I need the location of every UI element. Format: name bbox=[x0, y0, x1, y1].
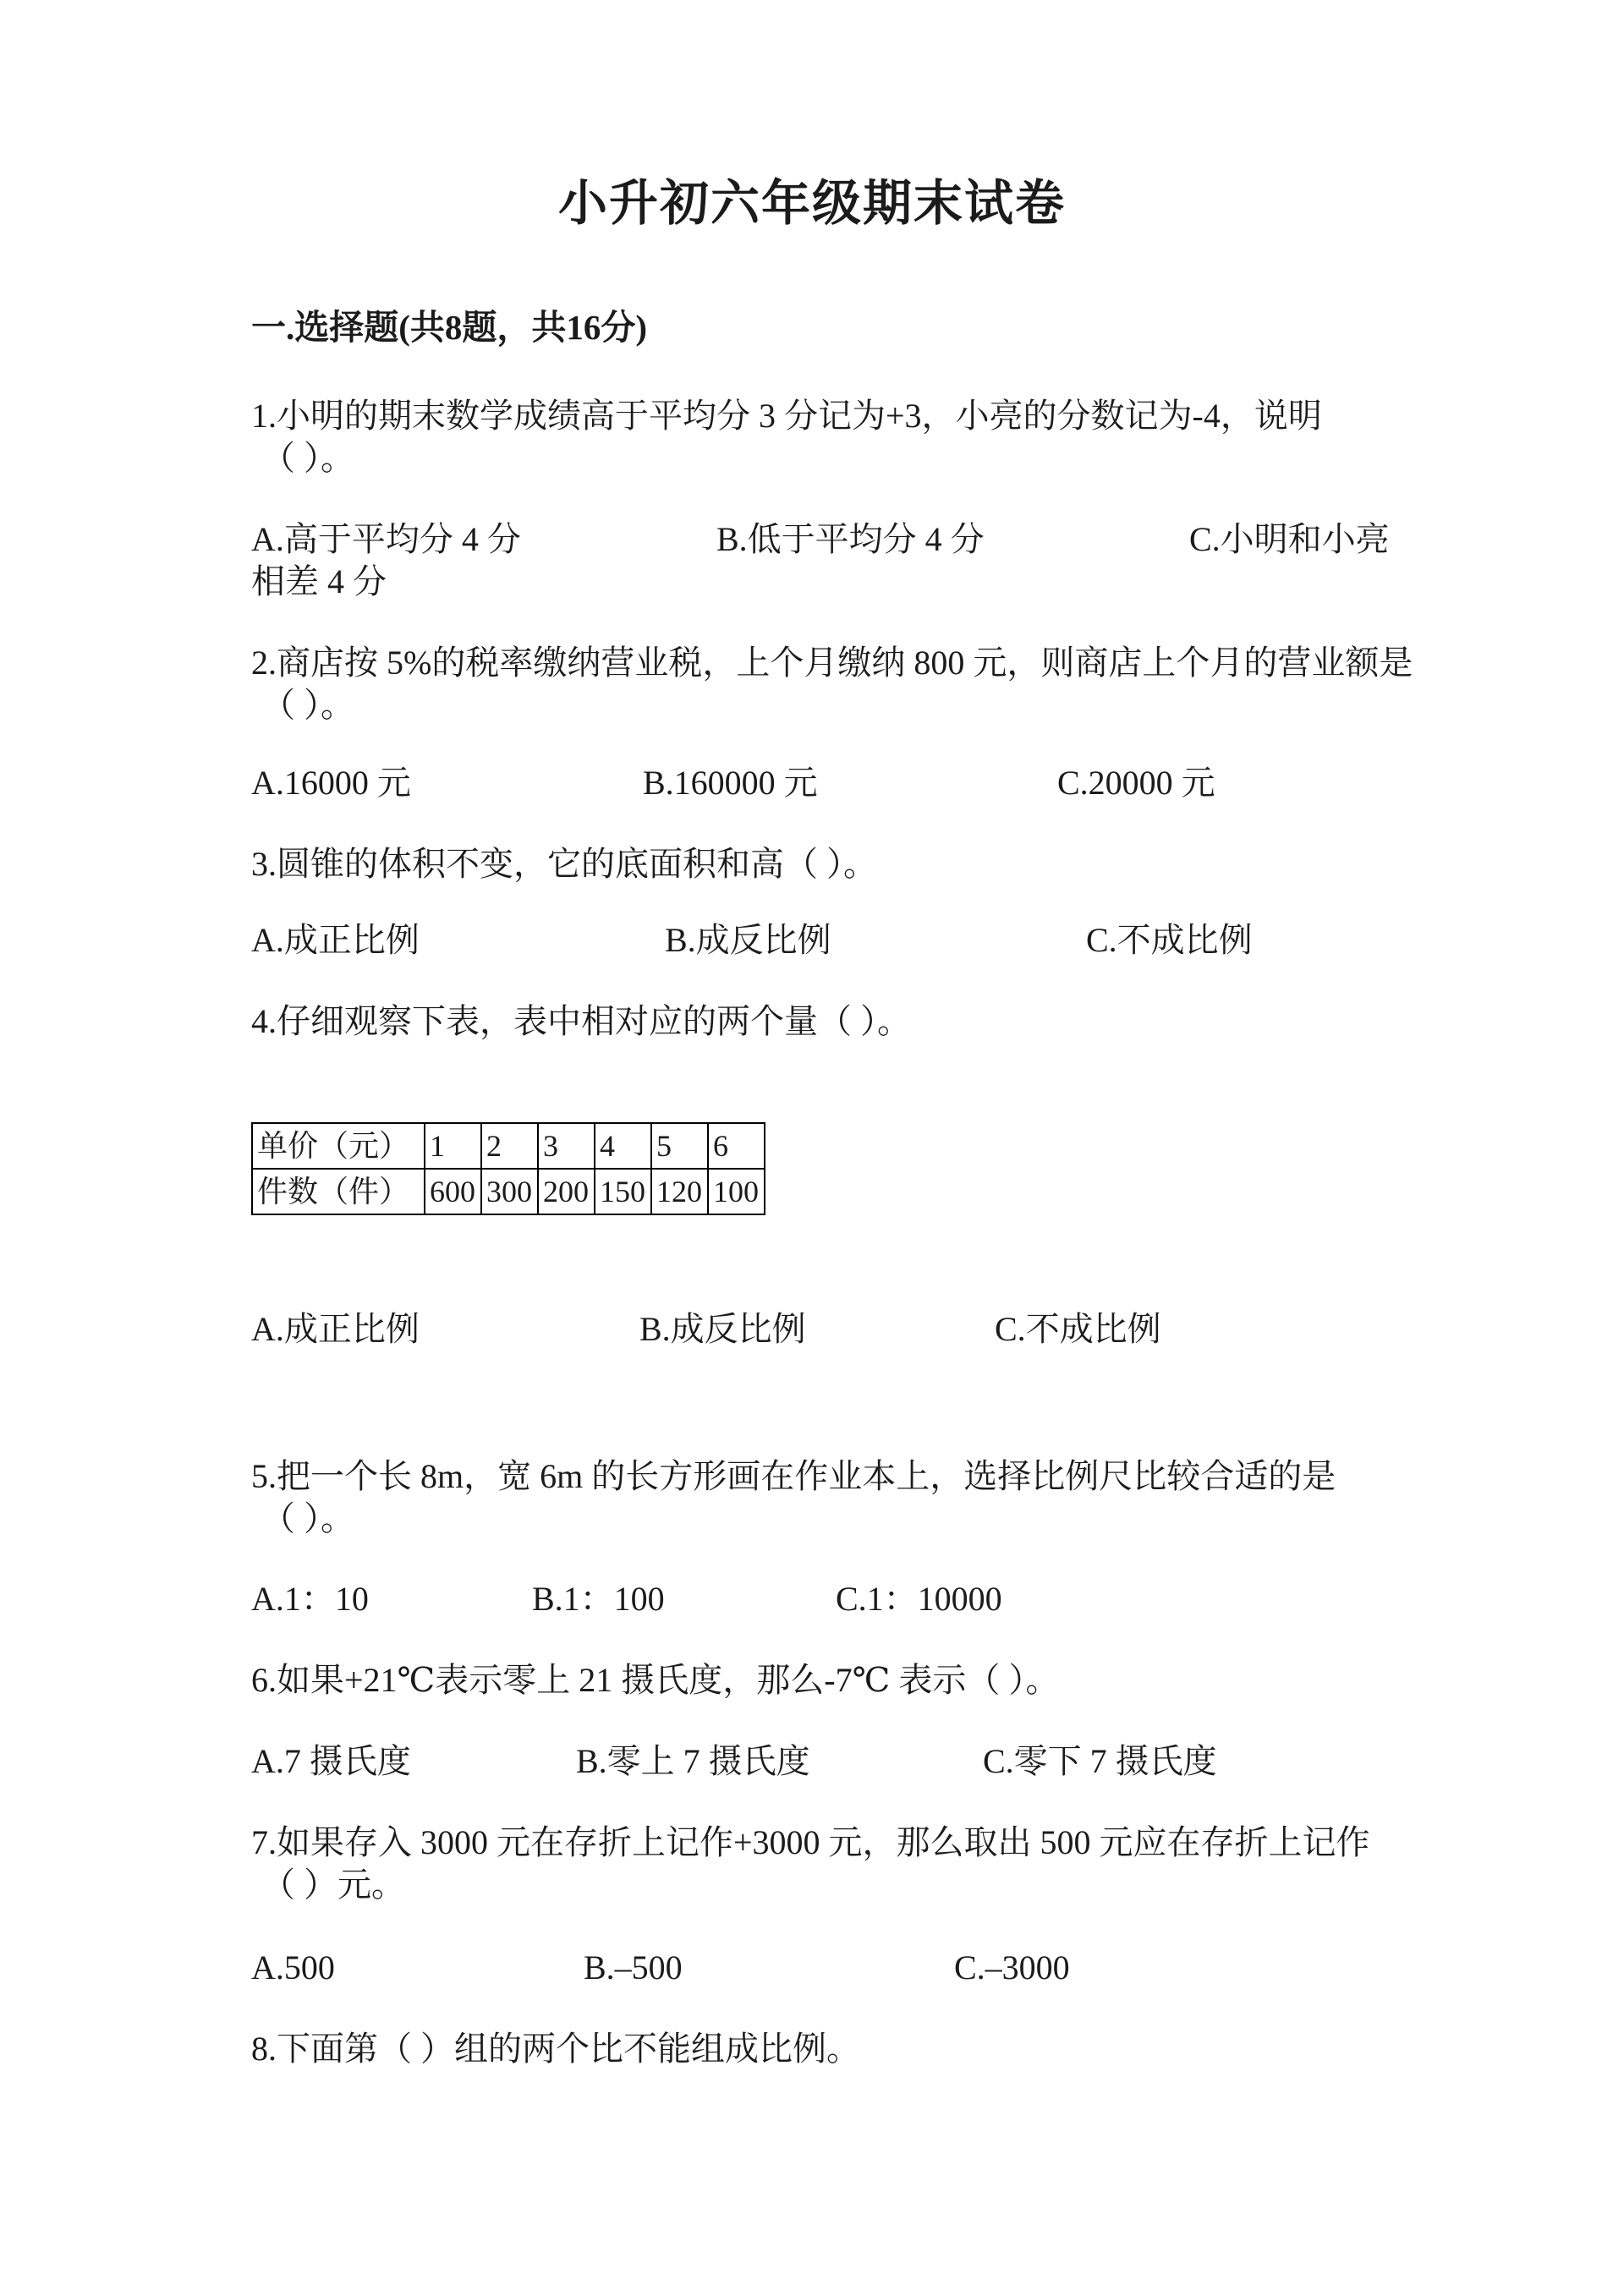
question-2-blank: （ ）。 bbox=[261, 686, 354, 724]
question-5-option-c: C.1：10000 bbox=[836, 1580, 1002, 1618]
question-2-option-b: B.160000 元 bbox=[643, 764, 818, 802]
question-7-option-a: A.500 bbox=[251, 1948, 335, 1986]
question-3-option-a: A.成正比例 bbox=[251, 921, 420, 959]
question-7-options bbox=[251, 1947, 1522, 1989]
question-5-option-b: B.1：100 bbox=[532, 1580, 665, 1618]
question-3-option-b: B.成反比例 bbox=[665, 921, 831, 959]
table-cell: 2 bbox=[481, 1123, 538, 1169]
section-header: 一.选择题(共8题，共16分) bbox=[251, 308, 648, 347]
question-7-option-c: C.–3000 bbox=[954, 1948, 1070, 1986]
exam-content bbox=[251, 306, 1522, 2070]
table-row-unit-price bbox=[252, 1123, 765, 1169]
exam-title: 小升初六年级期末试卷 bbox=[557, 176, 1066, 231]
question-4-option-a: A.成正比例 bbox=[251, 1310, 420, 1348]
question-6-text: 6.如果+21℃表示零上 21 摄氏度，那么-7℃ 表示（ ）。 bbox=[251, 1661, 1060, 1699]
table-cell: 150 bbox=[595, 1169, 651, 1214]
table-row-quantity bbox=[252, 1169, 765, 1214]
question-2-option-c: C.20000 元 bbox=[1057, 764, 1215, 802]
question-2-option-a: A.16000 元 bbox=[251, 764, 411, 802]
question-3-options bbox=[251, 919, 1522, 962]
table-cell: 4 bbox=[595, 1123, 651, 1169]
table-cell: 100 bbox=[708, 1169, 765, 1214]
question-6-option-b: B.零上 7 摄氏度 bbox=[576, 1742, 810, 1780]
price-quantity-table bbox=[251, 1122, 765, 1215]
table-cell: 300 bbox=[481, 1169, 538, 1214]
question-5-options bbox=[251, 1578, 1522, 1620]
table-cell-unit-price-label: 单价（元） bbox=[252, 1123, 425, 1169]
question-5-option-a: A.1：10 bbox=[251, 1580, 369, 1618]
question-6-option-c: C.零下 7 摄氏度 bbox=[983, 1742, 1217, 1780]
question-6-options bbox=[251, 1740, 1522, 1783]
question-1-blank: （ ）。 bbox=[261, 439, 354, 477]
question-4-text: 4.仔细观察下表，表中相对应的两个量（ ）。 bbox=[251, 1002, 911, 1040]
table-cell: 600 bbox=[425, 1169, 481, 1214]
question-4-option-c: C.不成比例 bbox=[995, 1310, 1161, 1348]
table-cell: 6 bbox=[708, 1123, 765, 1169]
question-2-options bbox=[251, 762, 1522, 804]
question-7-option-b: B.–500 bbox=[584, 1948, 683, 1986]
question-1-options bbox=[251, 518, 1522, 561]
question-4-options bbox=[251, 1308, 1522, 1351]
question-8-text: 8.下面第（ ）组的两个比不能组成比例。 bbox=[251, 2030, 860, 2068]
table-cell: 5 bbox=[651, 1123, 708, 1169]
table-cell: 1 bbox=[425, 1123, 481, 1169]
question-1-option-a: A.高于平均分 4 分 bbox=[251, 520, 521, 558]
question-6-option-a: A.7 摄氏度 bbox=[251, 1742, 411, 1780]
table-cell: 3 bbox=[538, 1123, 595, 1169]
question-1-text: 1.小明的期末数学成绩高于平均分 3 分记为+3，小亮的分数记为-4，说明 bbox=[251, 397, 1322, 435]
question-7-text: 7.如果存入 3000 元在存折上记作+3000 元，那么取出 500 元应在存折上记作 bbox=[251, 1823, 1370, 1861]
question-1-option-b: B.低于平均分 4 分 bbox=[716, 520, 985, 558]
question-5-text: 5.把一个长 8m，宽 6m 的长方形画在作业本上，选择比例尺比较合适的是 bbox=[251, 1457, 1336, 1495]
table-cell: 200 bbox=[538, 1169, 595, 1214]
question-5-blank: （ ）。 bbox=[261, 1499, 354, 1537]
question-3-option-c: C.不成比例 bbox=[1086, 921, 1253, 959]
table-cell-quantity-label: 件数（件） bbox=[252, 1169, 425, 1214]
question-7-blank: （ ）元。 bbox=[261, 1866, 405, 1904]
table-cell: 120 bbox=[651, 1169, 708, 1214]
question-2-text: 2.商店按 5%的税率缴纳营业税，上个月缴纳 800 元，则商店上个月的营业额是 bbox=[251, 644, 1413, 682]
question-4-option-b: B.成反比例 bbox=[639, 1310, 806, 1348]
question-3-text: 3.圆锥的体积不变，它的底面积和高（ ）。 bbox=[251, 845, 877, 883]
question-1-option-c: C.小明和小亮 bbox=[1189, 520, 1390, 558]
question-1-option-c-wrap: 相差 4 分 bbox=[251, 562, 387, 600]
